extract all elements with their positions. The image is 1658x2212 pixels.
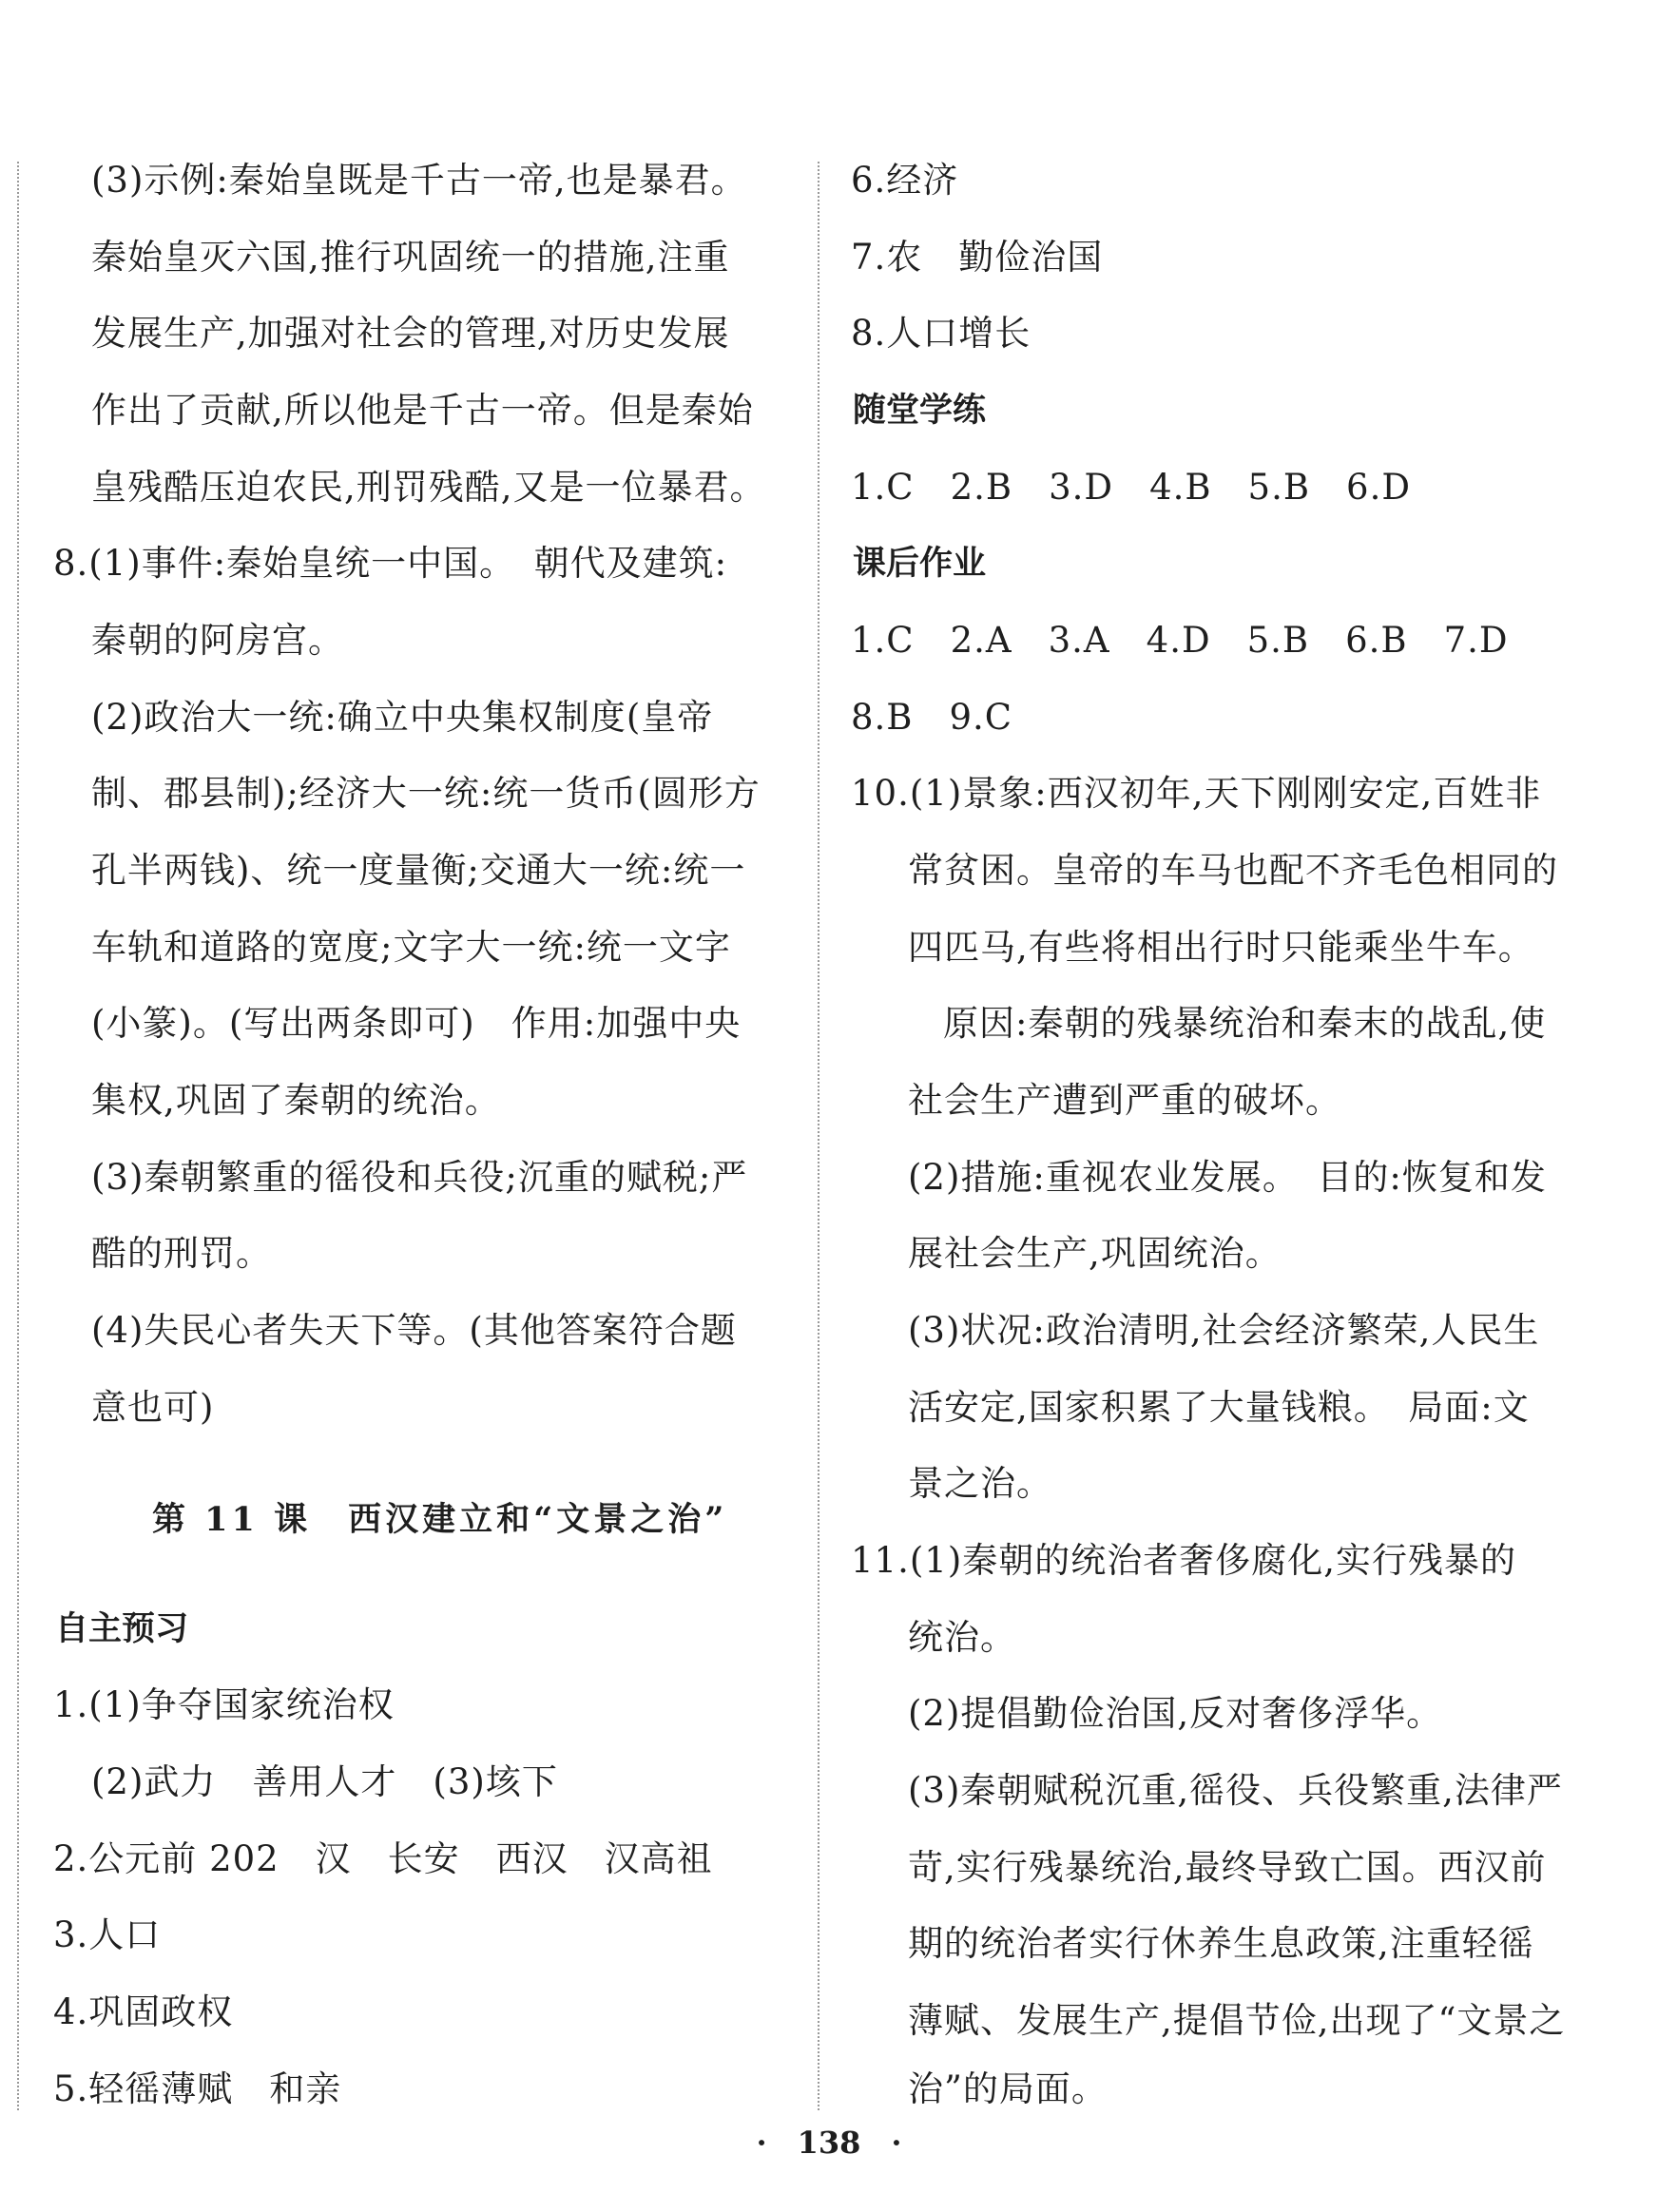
preview-line: 3.人口 <box>53 1914 162 1955</box>
homework-line: 四匹马,有些将相出行时只能乘坐牛车。 <box>908 927 1534 968</box>
column-divider <box>818 162 819 2110</box>
homework-line: 8.B 9.C <box>851 697 1013 738</box>
homework-line: 统治。 <box>908 1617 1016 1658</box>
section-heading-preview: 自主预习 <box>55 1610 189 1648</box>
homework-line: 期的统治者实行休养生息政策,注重轻徭 <box>908 1923 1534 1964</box>
left-margin-divider <box>17 162 19 2110</box>
q8-line: (2)政治大一统:确立中央集权制度(皇帝 <box>91 697 714 738</box>
homework-line: 展社会生产,巩固统治。 <box>908 1233 1282 1274</box>
q8-line: (小篆)。(写出两条即可) 作用:加强中央 <box>91 1003 742 1044</box>
homework-line: 社会生产遭到严重的破坏。 <box>908 1080 1341 1121</box>
homework-line: 11.(1)秦朝的统治者奢侈腐化,实行残暴的 <box>851 1540 1517 1581</box>
q7-part3-line: 发展生产,加强对社会的管理,对历史发展 <box>91 313 730 354</box>
homework-line: (3)状况:政治清明,社会经济繁荣,人民生 <box>908 1310 1540 1351</box>
homework-line: (3)秦朝赋税沉重,徭役、兵役繁重,法律严 <box>908 1770 1563 1811</box>
q8-line: 孔半两钱)、统一度量衡;交通大一统:统一 <box>91 850 746 891</box>
q8-line: 集权,巩固了秦朝的统治。 <box>91 1080 501 1121</box>
homework-line: (2)提倡勤俭治国,反对奢侈浮华。 <box>908 1693 1443 1734</box>
q8-line: 秦朝的阿房宫。 <box>91 620 344 661</box>
q8-line: 8.(1)事件:秦始皇统一中国。 朝代及建筑: <box>53 543 728 584</box>
homework-line: 1.C 2.A 3.A 4.D 5.B 6.B 7.D <box>851 620 1509 661</box>
homework-line: 原因:秦朝的残暴统治和秦末的战乱,使 <box>943 1003 1547 1044</box>
q7-part3-line: 皇残酷压迫农民,刑罚残酷,又是一位暴君。 <box>91 467 766 508</box>
preview-line: 1.(1)争夺国家统治权 <box>53 1684 395 1725</box>
homework-line: 苛,实行残暴统治,最终导致亡国。西汉前 <box>908 1847 1547 1888</box>
preview-cont-line: 7.农 勤俭治国 <box>851 237 1104 278</box>
q8-line: (4)失民心者失天下等。(其他答案符合题 <box>91 1310 737 1351</box>
preview-cont-line: 6.经济 <box>851 160 959 201</box>
q7-part3-line: 秦始皇灭六国,推行巩固统一的措施,注重 <box>91 237 730 278</box>
q7-part3-line: (3)示例:秦始皇既是千古一帝,也是暴君。 <box>91 160 747 201</box>
preview-cont-line: 8.人口增长 <box>851 313 1031 354</box>
preview-line: (2)武力 善用人才 (3)垓下 <box>91 1761 558 1802</box>
homework-line: 活安定,国家积累了大量钱粮。 局面:文 <box>908 1387 1530 1428</box>
homework-line: 景之治。 <box>908 1463 1052 1504</box>
homework-line: 治”的局面。 <box>908 2068 1108 2109</box>
q7-part3-line: 作出了贡献,所以他是千古一帝。但是秦始 <box>91 390 754 431</box>
homework-line: 常贫困。皇帝的车马也配不齐毛色相同的 <box>908 850 1558 891</box>
preview-line: 2.公元前 202 汉 长安 西汉 汉高祖 <box>53 1838 713 1879</box>
homework-line: 薄赋、发展生产,提倡节俭,出现了“文景之 <box>908 2000 1566 2041</box>
section-heading-practice: 随堂学练 <box>853 392 987 430</box>
practice-answers: 1.C 2.B 3.D 4.B 5.B 6.D <box>851 467 1412 508</box>
q8-line: 制、郡县制);经济大一统:统一货币(圆形方 <box>91 773 761 814</box>
q8-line: 车轨和道路的宽度;文字大一统:统一文字 <box>91 927 731 968</box>
homework-line: (2)措施:重视农业发展。 目的:恢复和发 <box>908 1157 1547 1198</box>
preview-line: 4.巩固政权 <box>53 1991 234 2032</box>
q8-line: 意也可) <box>91 1387 215 1428</box>
q8-line: 酷的刑罚。 <box>91 1233 272 1274</box>
homework-line: 10.(1)景象:西汉初年,天下刚刚安定,百姓非 <box>851 773 1542 814</box>
q8-line: (3)秦朝繁重的徭役和兵役;沉重的赋税;严 <box>91 1157 748 1198</box>
page-number: · 138 · <box>756 2125 902 2161</box>
section-heading-homework: 课后作业 <box>853 545 987 583</box>
lesson-title: 第 11 课 西汉建立和“文景之治” <box>152 1500 728 1539</box>
preview-line: 5.轻徭薄赋 和亲 <box>53 2068 342 2109</box>
